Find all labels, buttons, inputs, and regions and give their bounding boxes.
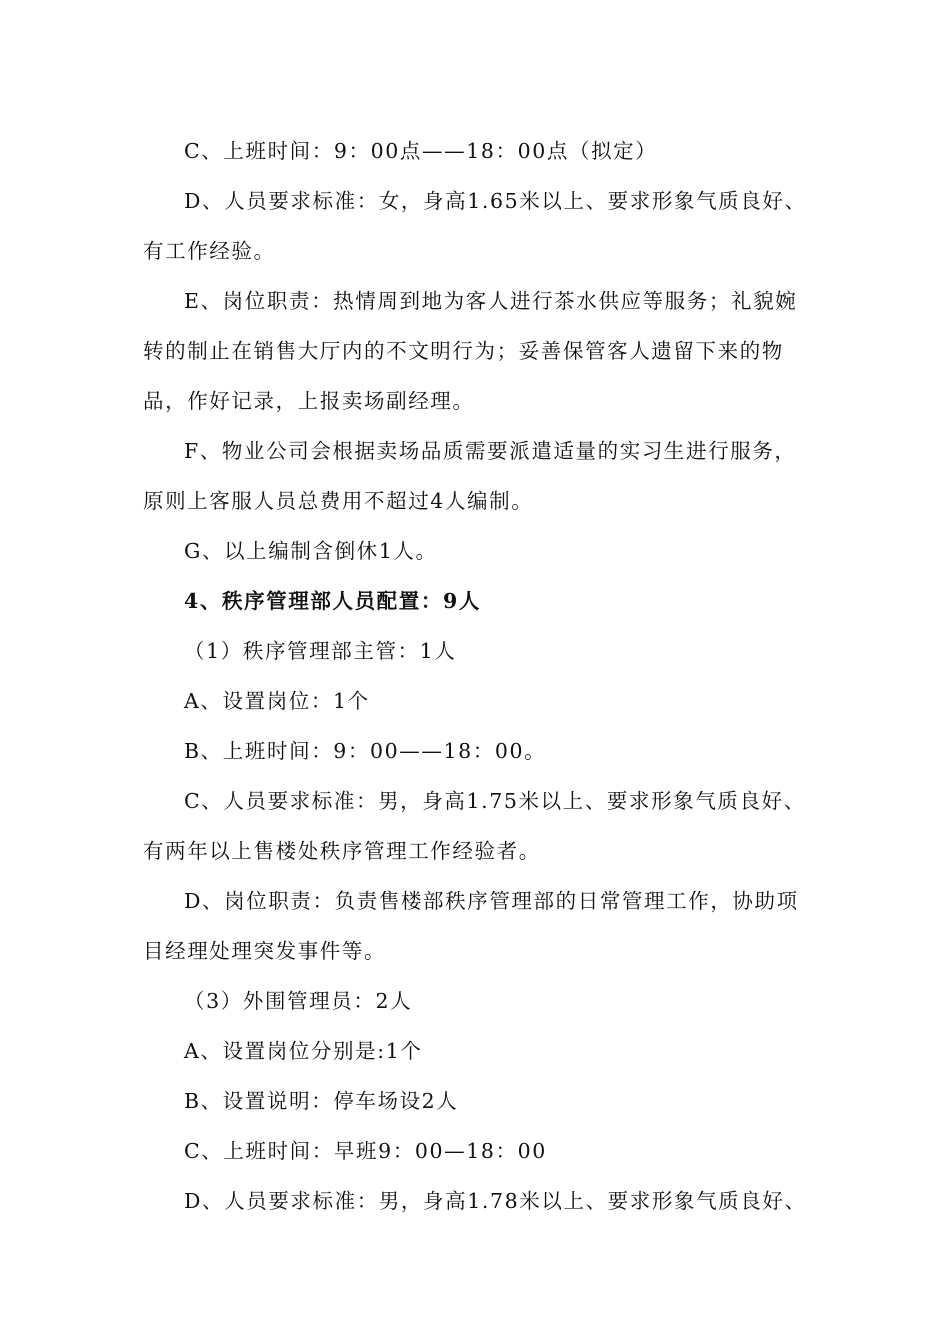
section-heading-order-management [143, 576, 815, 626]
text-line: 有工作经验。 [143, 239, 276, 263]
text-line: E、岗位职责：热情周到地为客人进行茶水供应等服务；礼貌婉 [184, 289, 798, 313]
subsection-supervisor [143, 626, 815, 676]
paragraph-work-hours [143, 126, 815, 176]
text-line: C、人员要求标准：男，身高1.75米以上、要求形象气质良好、 [184, 789, 806, 813]
text-line: D、人员要求标准：女，身高1.65米以上、要求形象气质良好、 [184, 189, 807, 213]
text-line: D、岗位职责：负责售楼部秩序管理部的日常管理工作，协助项 [184, 889, 799, 913]
paragraph-perimeter-positions [143, 1026, 815, 1076]
paragraph-positions [143, 676, 815, 726]
text-line: （3）外围管理员：2人 [184, 989, 413, 1013]
text-line: 目经理处理突发事件等。 [143, 939, 387, 963]
paragraph-perimeter-hours [143, 1126, 815, 1176]
text-line: C、上班时间：早班9：00—18：00 [184, 1139, 547, 1163]
text-line: （1）秩序管理部主管：1人 [184, 639, 457, 663]
text-line: B、设置说明：停车场设2人 [184, 1089, 459, 1113]
paragraph-job-duties [143, 276, 815, 426]
paragraph-supervisor-hours [143, 726, 815, 776]
text-line: 品，作好记录，上报卖场副经理。 [143, 389, 475, 413]
paragraph-perimeter-requirements [143, 1176, 815, 1226]
paragraph-supervisor-duties [143, 876, 815, 976]
text-line: 有两年以上售楼处秩序管理工作经验者。 [143, 839, 541, 863]
text-line: D、人员要求标准：男，身高1.78米以上、要求形象气质良好、 [184, 1189, 807, 1213]
text-line: 原则上客服人员总费用不超过4人编制。 [143, 489, 534, 513]
paragraph-supervisor-requirements [143, 776, 815, 876]
text-line: C、上班时间：9：00点——18：00点（拟定） [184, 139, 658, 163]
text-line: 转的制止在销售大厅内的不文明行为；妥善保管客人遗留下来的物 [143, 339, 784, 363]
text-line: G、以上编制含倒休1人。 [184, 539, 438, 563]
paragraph-perimeter-description [143, 1076, 815, 1126]
subsection-perimeter-staff [143, 976, 815, 1026]
text-line: F、物业公司会根据卖场品质需要派遣适量的实习生进行服务， [184, 439, 797, 463]
paragraph-intern-staffing [143, 426, 815, 526]
text-line: A、设置岗位：1个 [184, 689, 370, 713]
paragraph-staff-requirements [143, 176, 815, 276]
text-line: B、上班时间：9：00——18：00。 [184, 739, 547, 763]
paragraph-rest-staff [143, 526, 815, 576]
text-line: 4、秩序管理部人员配置：9人 [184, 589, 481, 613]
text-line: A、设置岗位分别是:1个 [184, 1039, 423, 1063]
